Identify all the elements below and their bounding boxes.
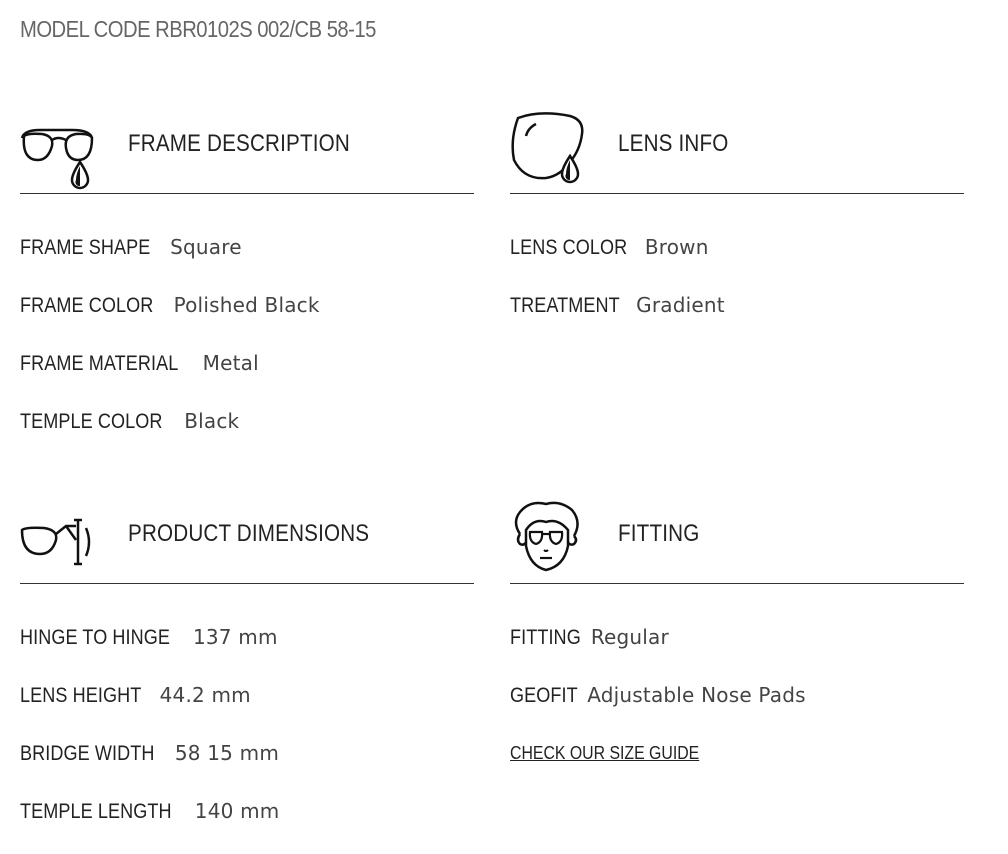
spec-value: Polished Black [173, 293, 320, 317]
fitting-title: FITTING [618, 520, 700, 547]
spec-label: TEMPLE LENGTH [20, 800, 172, 823]
spec-value: Black [184, 409, 240, 433]
product-dimensions-rows [20, 584, 474, 854]
spec-value: Square [170, 235, 242, 259]
size-guide-link[interactable]: CHECK OUR SIZE GUIDE [510, 743, 700, 763]
spec-value: 140 mm [194, 799, 280, 823]
frame-description-header [20, 100, 474, 194]
fitting-rows [510, 584, 964, 796]
lens-info-header [510, 100, 964, 194]
spec-value: Brown [644, 235, 709, 259]
spec-value: 58 15 mm [174, 741, 280, 765]
spec-label: FRAME COLOR [20, 294, 154, 317]
glasses-measure-icon [20, 500, 110, 580]
spec-label: LENS COLOR [510, 236, 628, 259]
product-dimensions-title: PRODUCT DIMENSIONS [128, 520, 370, 547]
frame-description-section [20, 100, 474, 464]
size-guide-row [510, 738, 964, 796]
spec-value: 44.2 mm [159, 683, 251, 707]
lens-info-section [510, 100, 964, 348]
spec-row-frame-material [20, 348, 474, 406]
spec-row-lens-color [510, 232, 964, 290]
spec-label: HINGE TO HINGE [20, 626, 171, 649]
spec-label: BRIDGE WIDTH [20, 742, 155, 765]
spec-row-bridge-width [20, 738, 474, 796]
spec-label: LENS HEIGHT [20, 684, 142, 707]
lens-drop-icon [510, 110, 600, 190]
lens-info-rows [510, 194, 964, 348]
spec-row-temple-length [20, 796, 474, 854]
face-glasses-icon [510, 500, 600, 580]
spec-row-frame-color [20, 290, 474, 348]
product-dimensions-header [20, 490, 474, 584]
spec-value: 137 mm [192, 625, 278, 649]
spec-label: TREATMENT [510, 294, 620, 317]
product-dimensions-section [20, 490, 474, 854]
spec-value: Adjustable Nose Pads [587, 683, 806, 707]
fitting-header [510, 490, 964, 584]
spec-row-fitting [510, 622, 964, 680]
spec-row-frame-shape [20, 232, 474, 290]
spec-row-treatment [510, 290, 964, 348]
spec-row-temple-color [20, 406, 474, 464]
lens-info-title: LENS INFO [618, 130, 729, 157]
spec-label: TEMPLE COLOR [20, 410, 163, 433]
frame-description-title: FRAME DESCRIPTION [128, 130, 350, 157]
spec-value: Gradient [636, 293, 725, 317]
spec-value: Metal [202, 351, 259, 375]
spec-row-geofit [510, 680, 964, 738]
model-code: MODEL CODE RBR0102S 002/CB 58-15 [20, 16, 376, 42]
sunglasses-drop-icon [20, 110, 110, 190]
spec-label: FRAME SHAPE [20, 236, 151, 259]
spec-value: Regular [590, 625, 669, 649]
spec-label: FRAME MATERIAL [20, 352, 179, 375]
spec-label: GEOFIT [510, 684, 578, 707]
spec-label: FITTING [510, 626, 581, 649]
spec-row-hinge-to-hinge [20, 622, 474, 680]
spec-row-lens-height [20, 680, 474, 738]
fitting-section [510, 490, 964, 796]
frame-description-rows [20, 194, 474, 464]
